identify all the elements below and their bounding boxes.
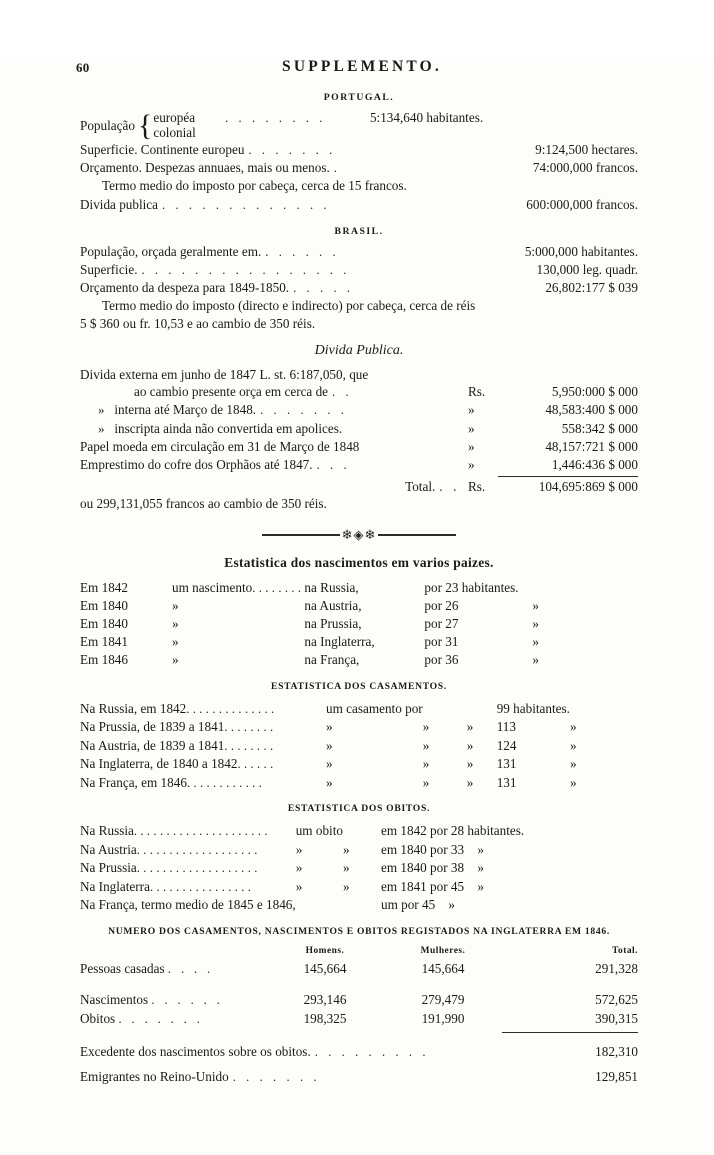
- cell-label: [80, 990, 266, 1009]
- cell-country: na França,: [304, 652, 360, 668]
- leader-dots: ...................: [136, 861, 261, 876]
- table-row: [80, 754, 638, 772]
- cell-label: [80, 959, 266, 978]
- cell-homens: 145,664: [303, 960, 347, 976]
- cell-event: [172, 579, 304, 597]
- row-emigrantes: [80, 1068, 638, 1085]
- leader-dots: . . . . . . . . . . . . .: [162, 197, 331, 212]
- ditto-mark: »: [98, 420, 105, 436]
- table-row: [80, 773, 638, 791]
- cell-event: um obito: [295, 823, 343, 839]
- cell-ditto-2: »: [422, 737, 430, 753]
- note-imposto-portugal: Termo medio do imposto por cabeça, cerca de 15 francos.: [102, 178, 407, 194]
- cell-year: Em 1840: [80, 598, 128, 614]
- cell-ditto-3: »: [466, 774, 474, 790]
- cell-label-text: Nascimentos: [80, 991, 149, 1007]
- cell-event: [296, 896, 343, 914]
- cell-ratio: 124: [496, 737, 517, 753]
- column-header-mulheres: Mulheres.: [420, 946, 466, 957]
- cell-total: 291,328: [595, 960, 638, 976]
- section-heading-inglaterra: NUMERO DOS CASAMENTOS, NASCIMENTOS E OBITOS REGISTADOS NA INGLATERRA EM 1846.: [108, 925, 610, 937]
- table-row: [80, 1009, 638, 1028]
- cell-country: [80, 840, 296, 858]
- ornament-line-right: [378, 534, 456, 536]
- table-row: [80, 579, 638, 597]
- row-value: 129,851: [595, 1068, 638, 1084]
- populacao-label: População: [80, 117, 135, 133]
- cell-ratio: por 36: [424, 652, 459, 668]
- cell-empty: [80, 944, 266, 958]
- leader-dots: . . . . . . . . .: [314, 1045, 430, 1060]
- cell-mulheres: 191,990: [421, 1011, 465, 1027]
- populacao-colonial-label: colonial: [153, 125, 196, 141]
- leader-dots: . . . . . . .: [260, 403, 348, 418]
- table-row: [80, 859, 638, 877]
- table-inglaterra: [80, 944, 638, 1033]
- row-value: 9:124,500 hectares.: [535, 142, 638, 158]
- cell-total: 572,625: [595, 991, 638, 1007]
- cell-ditto: »: [342, 841, 350, 857]
- row-unit: »: [468, 438, 475, 454]
- cell-tail: »: [569, 756, 577, 772]
- table-row-spacer: [80, 978, 638, 990]
- section-heading-portugal: PORTUGAL.: [323, 92, 395, 103]
- total-value: 104,695:869 $ 000: [538, 478, 638, 494]
- cell-country: [80, 859, 296, 877]
- table-row: [80, 736, 638, 754]
- row-value: 26,802:177 $ 039: [545, 279, 638, 295]
- leader-dots: ............: [186, 775, 266, 790]
- row-label: Excedente dos nascimentos sobre os obitos.: [80, 1044, 311, 1060]
- row-unit: »: [468, 420, 475, 436]
- cell-mulheres: 279,479: [421, 991, 465, 1007]
- divida-row-inscripta: [80, 420, 638, 438]
- row-orcamento-brasil: [80, 279, 638, 296]
- leader-dots: . .: [332, 385, 353, 400]
- page-content: [0, 92, 714, 1085]
- cell-country-text: Na Austria, de 1839 a 1841: [80, 737, 225, 753]
- cell-country: [80, 699, 326, 717]
- leader-dots: ........: [252, 581, 305, 596]
- cell-ditto-2: »: [422, 774, 430, 790]
- section-heading-brasil: BRASIL.: [334, 225, 384, 237]
- cell-tail: »: [532, 634, 540, 650]
- cell-ratio: [381, 859, 638, 877]
- cell-country: na Prussia,: [304, 616, 362, 632]
- page-number: 60: [76, 60, 90, 75]
- cell-event: »: [172, 652, 179, 668]
- table-nascimentos: [80, 579, 638, 669]
- cell-country-text: Na Prussia, de 1839 a 1841: [80, 719, 225, 735]
- row-value: 600:000,000 francos.: [526, 196, 638, 212]
- leader-dots: . . . . . . . . . . . . . . . .: [141, 263, 350, 278]
- row-superficie-brasil: [80, 261, 638, 278]
- row-label: Orçamento. Despezas annuaes, mais ou menos.: [80, 160, 330, 176]
- cell-total: 390,315: [595, 1011, 638, 1027]
- cell-label-text: Pessoas casadas: [80, 960, 165, 976]
- cell-country-text: Na Inglaterra: [80, 878, 150, 894]
- row-unit: »: [468, 402, 475, 418]
- row-label: Superficie.: [80, 262, 138, 278]
- cell-event: »: [326, 774, 333, 790]
- page-header: [0, 58, 714, 80]
- leader-dots: ........: [224, 720, 277, 735]
- row-populacao-brasil: [80, 243, 638, 260]
- row-value: 74:000,000 francos.: [532, 160, 638, 176]
- cell-ditto-3: »: [466, 737, 474, 753]
- table-rule-row: [80, 1028, 638, 1033]
- cell-country-text: Na França, em 1846: [80, 774, 187, 790]
- cell-tail: [532, 579, 638, 597]
- row-label: Divida externa em junho de 1847 L. st. 6:187,050, que: [80, 366, 369, 382]
- cell-country-text: Na Inglaterra, de 1840 a 1842: [80, 756, 238, 772]
- cell-event: »: [172, 634, 179, 650]
- cell-ratio: por 27: [424, 616, 459, 632]
- populacao-brace-block: [80, 110, 638, 141]
- cell-country-text: Na Russia, em 1842: [80, 700, 187, 716]
- leader-dots: .: [333, 161, 341, 176]
- column-header-homens: Homens.: [305, 946, 345, 957]
- cell-ratio: [381, 840, 638, 858]
- cell-ditto-3: »: [466, 719, 474, 735]
- cell-event: »: [295, 841, 303, 857]
- cell-country: na Austria,: [304, 598, 362, 614]
- divida-row-orphaos: [80, 456, 638, 473]
- row-label: Emigrantes no Reino-Unido: [80, 1068, 229, 1084]
- cell-tail: »: [569, 737, 577, 753]
- row-label: Orçamento da despeza para 1849-1850.: [80, 279, 290, 295]
- cell-ditto-3: [467, 699, 497, 717]
- cell-event: »: [295, 860, 303, 876]
- row-value: 48,157:721 $ 000: [545, 438, 638, 454]
- populacao-europea-label: européa: [153, 109, 196, 125]
- sum-rule: [502, 1028, 638, 1033]
- cell-homens: 198,325: [303, 1011, 347, 1027]
- cell-ditto-2: »: [422, 756, 430, 772]
- table-header-row: [80, 944, 638, 958]
- cell-ratio: por 26: [424, 598, 459, 614]
- cell-country: Na França, termo medio de 1845 e 1846,: [80, 897, 296, 913]
- cell-ratio-text: em 1840 por 38: [380, 860, 465, 876]
- leader-dots: . . . . . .: [265, 245, 340, 260]
- cell-tail: »: [477, 878, 484, 894]
- leader-dots: . . .: [316, 457, 351, 472]
- sum-rule: [498, 473, 638, 477]
- cell-ditto: »: [342, 860, 350, 876]
- row-label: Emprestimo do cofre dos Orphãos até 1847.: [80, 456, 313, 472]
- cell-homens: 293,146: [303, 991, 347, 1007]
- cell-event: »: [326, 737, 333, 753]
- subsection-title-divida-publica: Divida Publica.: [314, 342, 404, 358]
- cell-event: um casamento por: [326, 700, 423, 716]
- divida-footnote: ou 299,131,055 francos ao cambio de 350 réis.: [80, 496, 327, 512]
- cell-country: [80, 773, 326, 791]
- cell-country: na Russia,: [304, 580, 359, 596]
- table-row: [80, 615, 638, 633]
- row-label: ao cambio presente orça em cerca de: [134, 384, 329, 400]
- cell-event: »: [326, 756, 333, 772]
- row-value: 5,950:000 $ 000: [551, 384, 638, 400]
- cell-event: »: [326, 719, 333, 735]
- cell-year: Em 1846: [80, 652, 128, 668]
- row-label: interna até Março de 1848.: [114, 402, 257, 418]
- section-title-nascimentos: Estatistica dos nascimentos em varios paizes.: [224, 554, 494, 570]
- cell-ditto: [343, 896, 381, 914]
- cell-ratio: 99 habitantes.: [496, 700, 570, 716]
- row-orcamento-portugal: [80, 159, 638, 176]
- divida-row-interna: [80, 401, 638, 419]
- row-label: Papel moeda em circulação em 31 de Março de 1848: [80, 438, 360, 454]
- cell-event-text: um nascimento: [172, 580, 253, 596]
- total-unit: Rs.: [468, 478, 486, 494]
- row-value: 182,310: [595, 1044, 638, 1060]
- cell-country-text: Na Russia: [80, 823, 134, 839]
- leader-dots: . . . . . . .: [232, 1069, 321, 1084]
- brace-glyph: {: [137, 108, 153, 142]
- leader-dots: .....................: [133, 824, 271, 839]
- leader-dots: . . . . . .: [151, 992, 224, 1007]
- cell-country: [80, 736, 326, 754]
- summary-rows: [80, 1043, 638, 1085]
- cell-ditto-2: »: [422, 719, 430, 735]
- cell-tail: »: [477, 860, 484, 876]
- section-heading-casamentos: ESTATISTICA DOS CASAMENTOS.: [271, 680, 447, 692]
- leader-dots: . . . .: [167, 961, 214, 976]
- row-label: Divida publica: [80, 196, 159, 212]
- table-row: [80, 699, 638, 717]
- row-divida-publica-portugal: [80, 196, 638, 213]
- row-value: 558:342 $ 000: [561, 420, 638, 436]
- cell-country: [80, 822, 296, 840]
- cell-ditto: »: [342, 878, 350, 894]
- cell-country: [80, 877, 296, 895]
- row-label: Superficie. Continente europeu: [80, 142, 245, 158]
- ditto-mark: »: [98, 402, 105, 418]
- ornament-center-icon: ❄◈❄: [341, 526, 377, 542]
- table-row: [80, 990, 638, 1009]
- cell-tail: »: [532, 598, 540, 614]
- cell-year: Em 1842: [80, 580, 128, 596]
- cell-tail: »: [569, 719, 577, 735]
- cell-ditto-2: [423, 699, 467, 717]
- cell-country: [80, 754, 326, 772]
- cell-country: na Inglaterra,: [304, 634, 375, 650]
- cell-event: »: [295, 878, 303, 894]
- leader-dots: . . . . . . . .: [225, 110, 326, 125]
- leader-dots: ................: [149, 879, 255, 894]
- cell-ratio: por 23 habitantes.: [424, 580, 519, 596]
- table-row: [80, 959, 638, 978]
- table-row: [80, 877, 638, 895]
- table-row: [80, 896, 638, 914]
- cell-ratio: [381, 896, 638, 914]
- leader-dots: ..............: [186, 701, 278, 716]
- divida-row-total: [80, 478, 638, 495]
- cell-ratio: 131: [496, 774, 517, 790]
- leader-dots: . .: [439, 478, 460, 494]
- table-obitos: [80, 822, 638, 914]
- table-row: [80, 651, 638, 669]
- row-unit: »: [468, 456, 475, 472]
- table-casamentos: [80, 699, 638, 791]
- leader-dots: ........: [224, 738, 277, 753]
- column-header-total: Total.: [612, 946, 638, 957]
- section-heading-obitos: ESTATISTICA DOS OBITOS.: [287, 803, 431, 815]
- row-superficie-europa: [80, 141, 638, 158]
- cell-ratio-text: em 1840 por 33: [380, 841, 465, 857]
- decorative-ornament: [80, 527, 638, 544]
- cell-ratio-text: um por 45: [380, 897, 436, 913]
- note-imposto-brasil-1: Termo medio do imposto (directo e indirecto) por cabeça, cerca de réis: [102, 298, 476, 314]
- total-label: Total.: [405, 478, 436, 494]
- cell-ratio: [381, 877, 638, 895]
- ornament-line-left: [262, 534, 340, 536]
- populacao-row-europea: [153, 110, 483, 126]
- cell-year: Em 1840: [80, 616, 128, 632]
- cell-ratio: em 1842 por 28 habitantes.: [380, 823, 525, 839]
- cell-mulheres: 145,664: [421, 960, 465, 976]
- cell-ratio: 113: [496, 719, 516, 735]
- table-row: [80, 633, 638, 651]
- cell-tail: [570, 699, 638, 717]
- populacao-row-colonial: [153, 125, 483, 141]
- row-unit: Rs.: [468, 384, 486, 400]
- page-title: SUPPLEMENTO.: [282, 58, 442, 75]
- note-imposto-brasil-2: 5 $ 360 ou fr. 10,53 e ao cambio de 350 réis.: [80, 316, 316, 332]
- leader-dots: ...................: [136, 842, 261, 857]
- cell-ditto: [343, 822, 381, 840]
- cell-event: »: [172, 616, 179, 632]
- cell-empty: [80, 1028, 502, 1033]
- table-row: [80, 718, 638, 736]
- table-row: [80, 822, 638, 840]
- leader-dots: . . . . . . .: [118, 1012, 204, 1027]
- cell-tail: »: [448, 897, 455, 913]
- leader-dots: ......: [237, 757, 277, 772]
- table-row: [80, 840, 638, 858]
- cell-country-text: Na Prussia: [80, 860, 137, 876]
- cell-ratio: 131: [496, 756, 517, 772]
- spacer: [80, 978, 638, 990]
- cell-event: »: [172, 598, 179, 614]
- cell-label-text: Obitos: [80, 1011, 116, 1027]
- cell-tail: »: [569, 774, 577, 790]
- cell-ditto-3: »: [466, 756, 474, 772]
- leader-dots: . . . . .: [293, 280, 354, 295]
- table-row: [80, 597, 638, 615]
- divida-row-cambio: [80, 383, 638, 400]
- row-label: População, orçada geralmente em.: [80, 244, 262, 260]
- row-value: 5:000,000 habitantes.: [524, 244, 638, 260]
- cell-label: [80, 1009, 266, 1028]
- populacao-europea-value: 5:134,640 habitantes.: [369, 109, 484, 125]
- divida-row-externa: [80, 366, 638, 383]
- cell-country: [80, 718, 326, 736]
- cell-tail: »: [477, 841, 484, 857]
- divida-row-papel-moeda: [80, 438, 638, 455]
- cell-tail: »: [532, 652, 540, 668]
- row-value: 48,583:400 $ 000: [545, 402, 638, 418]
- document-page: [0, 58, 714, 1155]
- row-value: 130,000 leg. quadr.: [536, 262, 638, 278]
- row-label: inscripta ainda não convertida em apolices.: [114, 420, 343, 436]
- row-excedente: [80, 1043, 638, 1060]
- cell-ratio-text: em 1841 por 45: [380, 878, 465, 894]
- cell-year: Em 1841: [80, 634, 128, 650]
- row-value: 1,446:436 $ 000: [551, 456, 638, 472]
- cell-ratio: por 31: [424, 634, 459, 650]
- cell-tail: »: [532, 616, 540, 632]
- leader-dots: . . . . . . .: [248, 143, 336, 158]
- cell-country-text: Na Austria: [80, 841, 137, 857]
